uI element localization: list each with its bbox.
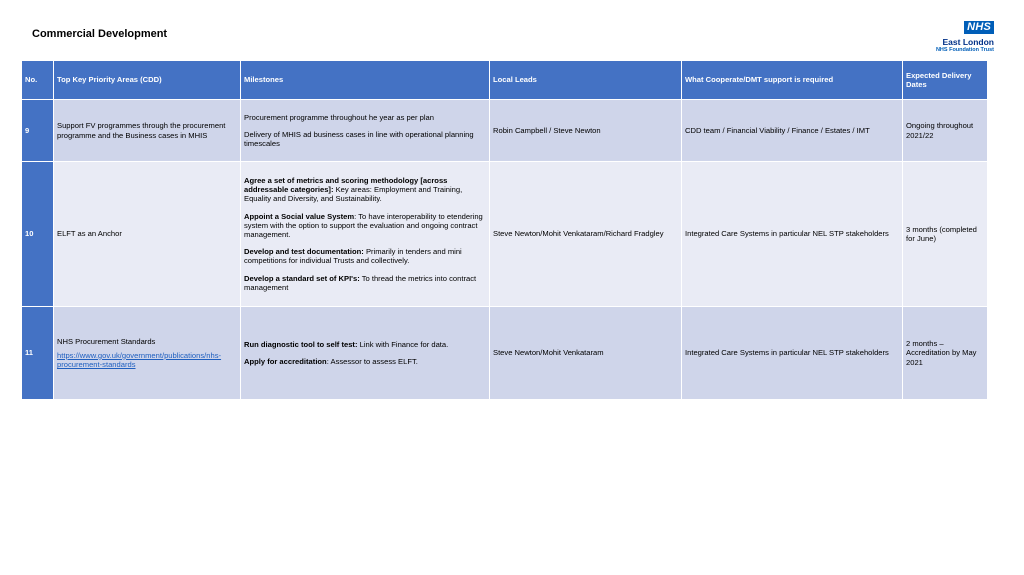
row-number: 9 [22,100,54,162]
milestone-item: Delivery of MHIS ad business cases in line with operational planning timescales [244,129,474,149]
priorities-table [21,60,988,400]
header-priority: Top Key Priority Areas (CDD) [54,61,241,100]
milestone-item: Agree a set of metrics and scoring methodology [across addressable categories]: Key areas: Employment and Training, Equality and Diversity, and Sustainability. [244,175,463,204]
procurement-standards-link[interactable]: https://www.gov.uk/government/publications/nhs-procurement-standards [57,350,222,370]
logo-org-name: East London [942,37,994,47]
table-row [22,162,988,307]
milestone-item: Run diagnostic tool to self test: Link with Finance for data. [244,339,449,349]
milestones-cell [241,307,490,400]
header-local-leads: Local Leads [490,61,682,100]
leads-cell: Robin Campbell / Steve Newton [490,100,682,162]
leads-cell: Steve Newton/Mohit Venkataram [490,307,682,400]
leads-cell: Steve Newton/Mohit Venkataram/Richard Fradgley [490,162,682,307]
priority-text: NHS Procurement Standards [57,336,156,346]
table-row [22,307,988,400]
priority-cell: ELFT as an Anchor [54,162,241,307]
support-cell: Integrated Care Systems in particular NEL STP stakeholders [682,162,903,307]
milestone-item: Develop and test documentation: Primarily in tenders and mini competitions for individual Trusts and collectively. [244,247,462,266]
milestone-item: Develop a standard set of KPI's: To thread the metrics into contract management [244,273,477,292]
dates-cell: 2 months – Accreditation by May 2021 [903,307,988,400]
dates-cell: 3 months (completed for June) [903,162,988,307]
page-title: Commercial Development [32,28,168,40]
logo-trust-name: NHS Foundation Trust [935,47,994,53]
priority-cell: Support FV programmes through the procurement programme and the Business cases in MHIS [54,100,241,162]
nhs-badge: NHS [964,21,994,34]
header-no: No. [22,61,54,100]
milestone-item: Appoint a Social value System: To have interoperability to etendering system with the option to support the evaluation and ongoing contract management. [244,211,483,239]
nhs-logo [930,17,994,54]
row-number: 11 [22,307,54,400]
support-cell: Integrated Care Systems in particular NEL STP stakeholders [682,307,903,400]
dates-cell: Ongoing throughout 2021/22 [903,100,988,162]
header-support: What Cooperate/DMT support is required [682,61,903,100]
header-milestones: Milestones [241,61,490,100]
milestones-cell [241,100,490,162]
milestone-item: Procurement programme throughout he year as per plan [244,112,434,122]
milestone-item: Apply for accreditation: Assessor to assess ELFT. [244,357,418,366]
support-cell: CDD team / Financial Viability / Finance / Estates / IMT [682,100,903,162]
table-header-row [22,61,988,100]
row-number: 10 [22,162,54,307]
header-delivery-dates: Expected Delivery Dates [903,61,988,100]
milestones-cell [241,162,490,307]
priority-cell [54,307,241,400]
table-row [22,100,988,162]
